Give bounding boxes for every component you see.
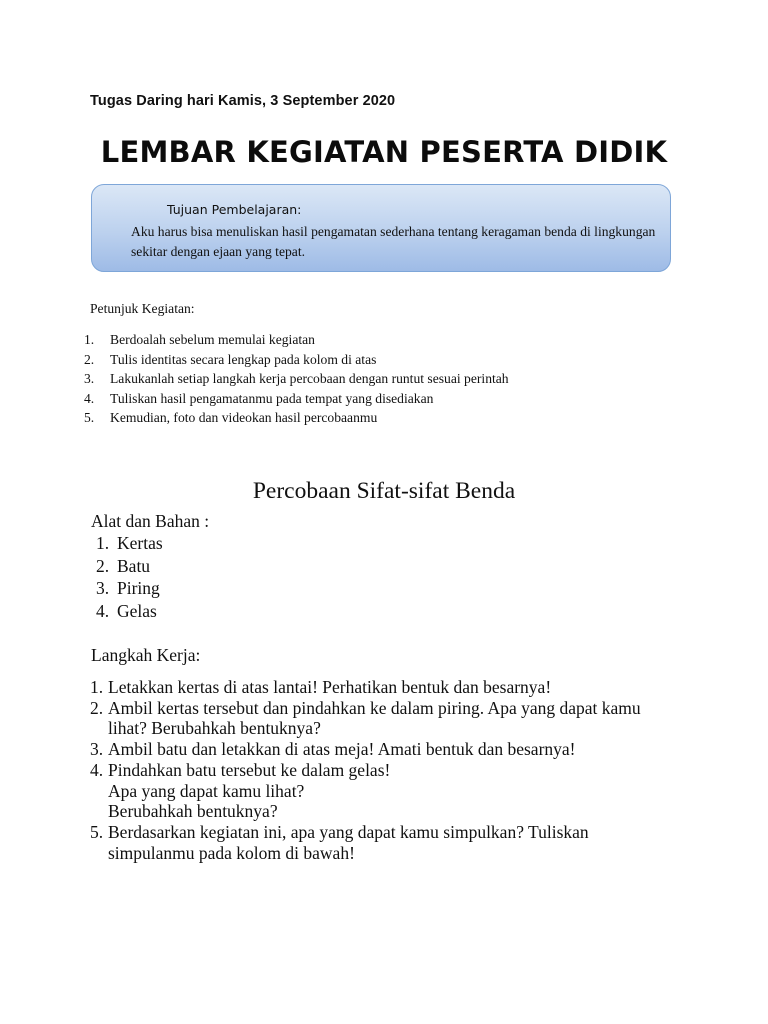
step-text-line: Apa yang dapat kamu lihat? <box>108 780 305 801</box>
step-body <box>108 739 576 760</box>
tool-name: Batu <box>117 555 151 576</box>
instruction-text: Tulis identitas secara lengkap pada kolom di atas <box>110 351 377 367</box>
instruction-text: Berdoalah sebelum memulai kegiatan <box>110 332 315 347</box>
step-item <box>90 739 690 760</box>
tool-name: Piring <box>117 578 160 598</box>
instruction-number: 4. <box>84 390 95 406</box>
step-number: 5. <box>90 821 104 842</box>
assignment-date-line: Tugas Daring hari Kamis, 3 September 2020 <box>90 93 396 109</box>
tools-list <box>96 532 163 622</box>
step-text-line: lihat? Berubahkah bentuknya? <box>108 718 321 739</box>
tool-item <box>96 600 163 623</box>
instructions-heading: Petunjuk Kegiatan: <box>90 301 195 316</box>
step-number: 1. <box>90 677 104 697</box>
tool-number: 1. <box>96 533 110 553</box>
instruction-item <box>84 408 509 428</box>
instruction-text: Lakukanlah setiap langkah kerja percobaan dengan runtut sesuai perintah <box>110 371 509 387</box>
step-text-line: Berdasarkan kegiatan ini, apa yang dapat kamu simpulkan? Tuliskan <box>108 821 589 842</box>
tool-item <box>96 577 163 600</box>
step-row <box>90 698 690 739</box>
tools-heading: Alat dan Bahan : <box>91 511 210 531</box>
steps-heading: Langkah Kerja: <box>91 645 201 665</box>
tool-item <box>96 555 163 578</box>
step-number: 4. <box>90 759 104 780</box>
learning-goal-box <box>91 184 671 272</box>
steps-list <box>90 677 690 863</box>
step-text-line: Ambil batu dan letakkan di atas meja! Amati bentuk dan besarnya! <box>108 739 576 760</box>
tool-number: 3. <box>96 578 110 598</box>
step-text-line: Ambil kertas tersebut dan pindahkan ke dalam piring. Apa yang dapat kamu <box>108 697 641 718</box>
learning-goal-heading: Tujuan Pembelajaran: <box>167 202 302 217</box>
learning-goal-text: Aku harus bisa menuliskan hasil pengamatan sederhana tentang keragaman benda di lingkungan sekitar dengan ejaan yang tepat. <box>131 224 656 259</box>
step-item <box>90 760 690 822</box>
instruction-text: Tuliskan hasil pengamatanmu pada tempat yang disediakan <box>110 390 434 406</box>
step-row <box>90 677 690 698</box>
step-row <box>90 739 690 760</box>
step-number: 2. <box>90 697 104 718</box>
instruction-number: 1. <box>84 332 95 347</box>
instruction-item <box>84 330 509 350</box>
step-item <box>90 822 690 863</box>
instruction-item <box>84 389 509 409</box>
worksheet-title: LEMBAR KEGIATAN PESERTA DIDIK <box>100 135 668 169</box>
step-body <box>108 698 641 739</box>
step-body <box>108 760 390 822</box>
step-text-line: Berubahkah bentuknya? <box>108 801 278 822</box>
tool-item <box>96 532 163 555</box>
tool-number: 2. <box>96 555 110 576</box>
instruction-text: Kemudian, foto dan videokan hasil percobaanmu <box>110 410 378 426</box>
step-row <box>90 760 690 822</box>
step-text-line: Pindahkan batu tersebut ke dalam gelas! <box>108 759 391 780</box>
instruction-number: 3. <box>84 371 95 387</box>
step-body <box>108 677 551 698</box>
step-item <box>90 698 690 739</box>
instructions-list <box>84 330 509 428</box>
tool-name: Kertas <box>117 533 163 553</box>
tool-name: Gelas <box>117 600 157 621</box>
experiment-title: Percobaan Sifat-sifat Benda <box>252 478 516 504</box>
step-row <box>90 822 690 863</box>
instruction-item <box>84 369 509 389</box>
instruction-number: 2. <box>84 351 95 367</box>
step-item <box>90 677 690 698</box>
step-text-line: Letakkan kertas di atas lantai! Perhatikan bentuk dan besarnya! <box>108 677 552 697</box>
step-body <box>108 822 589 863</box>
instruction-number: 5. <box>84 410 95 426</box>
instruction-item <box>84 350 509 370</box>
tool-number: 4. <box>96 600 110 621</box>
step-text-line: simpulanmu pada kolom di bawah! <box>108 842 355 863</box>
step-number: 3. <box>90 739 104 760</box>
